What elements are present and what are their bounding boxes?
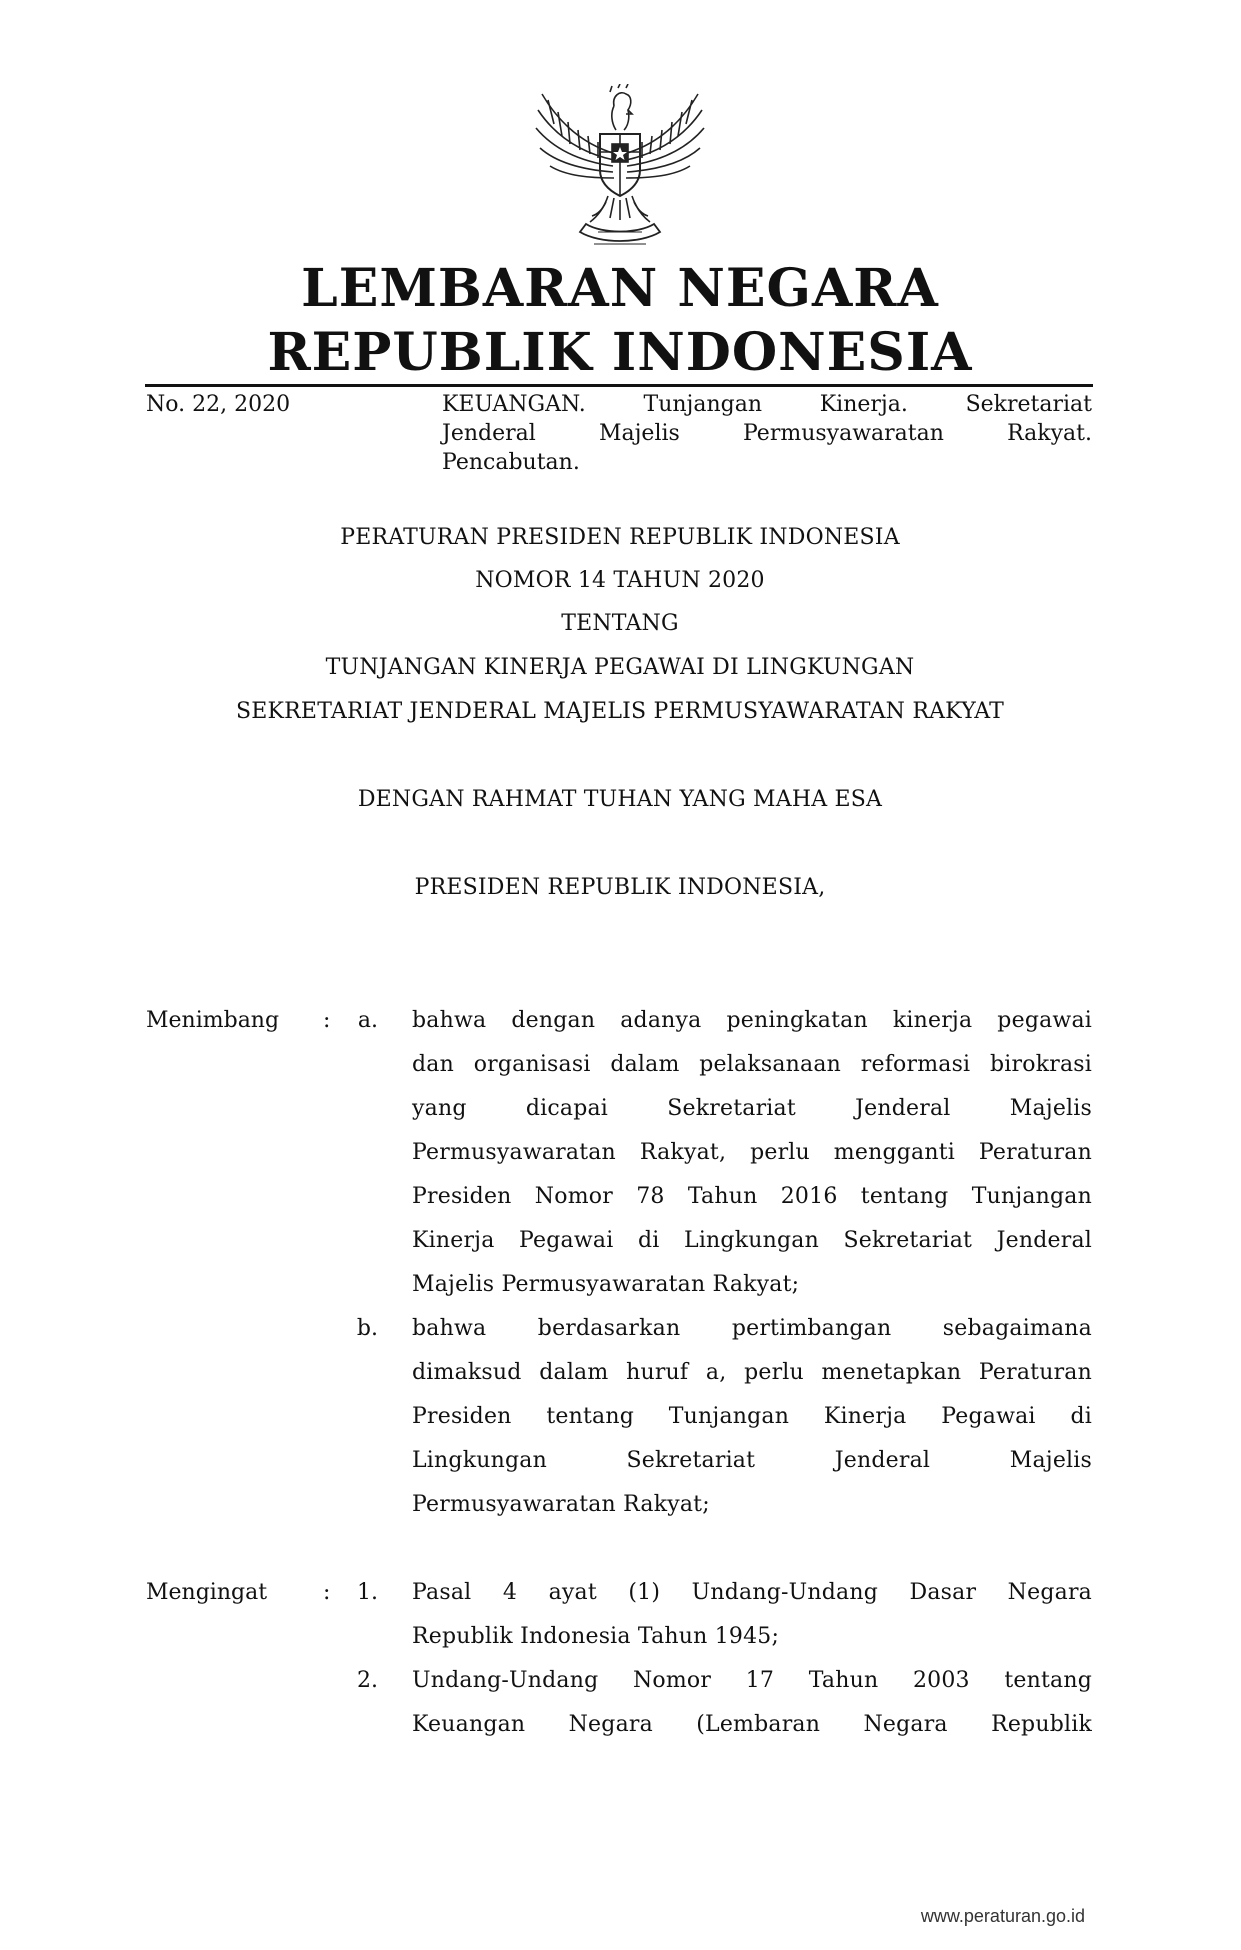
clause-text <box>412 1307 1092 1527</box>
clause-line: bahwa dengan adanya peningkatan kinerja pegawai <box>412 1008 1092 1033</box>
gazette-number: No. 22, 2020 <box>146 392 291 417</box>
masthead-title-line-2: REPUBLIK INDONESIA <box>267 322 973 383</box>
clause-line: Permusyawaratan Rakyat; <box>412 1492 710 1517</box>
clause-marker: 1. <box>357 1580 378 1605</box>
clause-line: Majelis Permusyawaratan Rakyat; <box>412 1272 800 1297</box>
clause-text <box>412 999 1092 1307</box>
clause-marker: b. <box>356 1316 378 1341</box>
menimbang-label: Menimbang <box>146 1008 280 1033</box>
masthead-divider <box>145 384 1093 387</box>
clause-line: Keuangan Negara (Lembaran Negara Republik <box>412 1712 1092 1737</box>
regulation-invocation: DENGAN RAHMAT TUHAN YANG MAHA ESA <box>357 787 883 812</box>
clause-line: dimaksud dalam huruf a, perlu menetapkan Peraturan <box>412 1360 1092 1385</box>
regulation-type: PERATURAN PRESIDEN REPUBLIK INDONESIA <box>340 525 900 550</box>
clause-line: yang dicapai Sekretariat Jenderal Majelis <box>412 1096 1092 1121</box>
clause-line: Lingkungan Sekretariat Jenderal Majelis <box>412 1448 1092 1473</box>
gazette-subject <box>442 390 1092 477</box>
regulation-about: TENTANG <box>561 611 679 636</box>
gazette-subject-line: Jenderal Majelis Permusyawaratan Rakyat. <box>442 421 1092 446</box>
clause-line: dan organisasi dalam pelaksanaan reformasi birokrasi <box>412 1052 1092 1077</box>
garuda-emblem-icon <box>528 84 712 250</box>
clause-line: Republik Indonesia Tahun 1945; <box>412 1624 780 1649</box>
clause-line: Undang-Undang Nomor 17 Tahun 2003 tentang <box>412 1668 1092 1693</box>
clause-marker: a. <box>357 1008 378 1033</box>
regulation-title-line-2: SEKRETARIAT JENDERAL MAJELIS PERMUSYAWARATAN RAKYAT <box>236 699 1004 724</box>
footer-url: www.peraturan.go.id <box>920 1906 1085 1926</box>
regulation-number: NOMOR 14 TAHUN 2020 <box>475 568 765 593</box>
clause-text <box>412 1659 1092 1747</box>
clause-line: Kinerja Pegawai di Lingkungan Sekretariat Jenderal <box>412 1228 1092 1253</box>
gazette-subject-line: KEUANGAN. Tunjangan Kinerja. Sekretariat <box>442 392 1092 417</box>
mengingat-colon: : <box>323 1580 331 1605</box>
menimbang-colon: : <box>323 1008 331 1033</box>
regulation-title-line-1: TUNJANGAN KINERJA PEGAWAI DI LINGKUNGAN <box>325 655 915 680</box>
clause-text <box>412 1571 1092 1659</box>
clause-line: Permusyawaratan Rakyat, perlu mengganti Peraturan <box>412 1140 1092 1165</box>
mengingat-label: Mengingat <box>146 1580 268 1605</box>
clause-line: Presiden tentang Tunjangan Kinerja Pegawai di <box>412 1404 1092 1429</box>
regulation-issuer: PRESIDEN REPUBLIK INDONESIA, <box>414 875 826 900</box>
clause-line: bahwa berdasarkan pertimbangan sebagaimana <box>412 1316 1092 1341</box>
clause-marker: 2. <box>357 1668 378 1693</box>
masthead-title-line-1: LEMBARAN NEGARA <box>301 258 939 319</box>
gazette-subject-line: Pencabutan. <box>442 450 580 475</box>
clause-line: Pasal 4 ayat (1) Undang-Undang Dasar Negara <box>412 1580 1092 1605</box>
clause-line: Presiden Nomor 78 Tahun 2016 tentang Tunjangan <box>412 1184 1092 1209</box>
